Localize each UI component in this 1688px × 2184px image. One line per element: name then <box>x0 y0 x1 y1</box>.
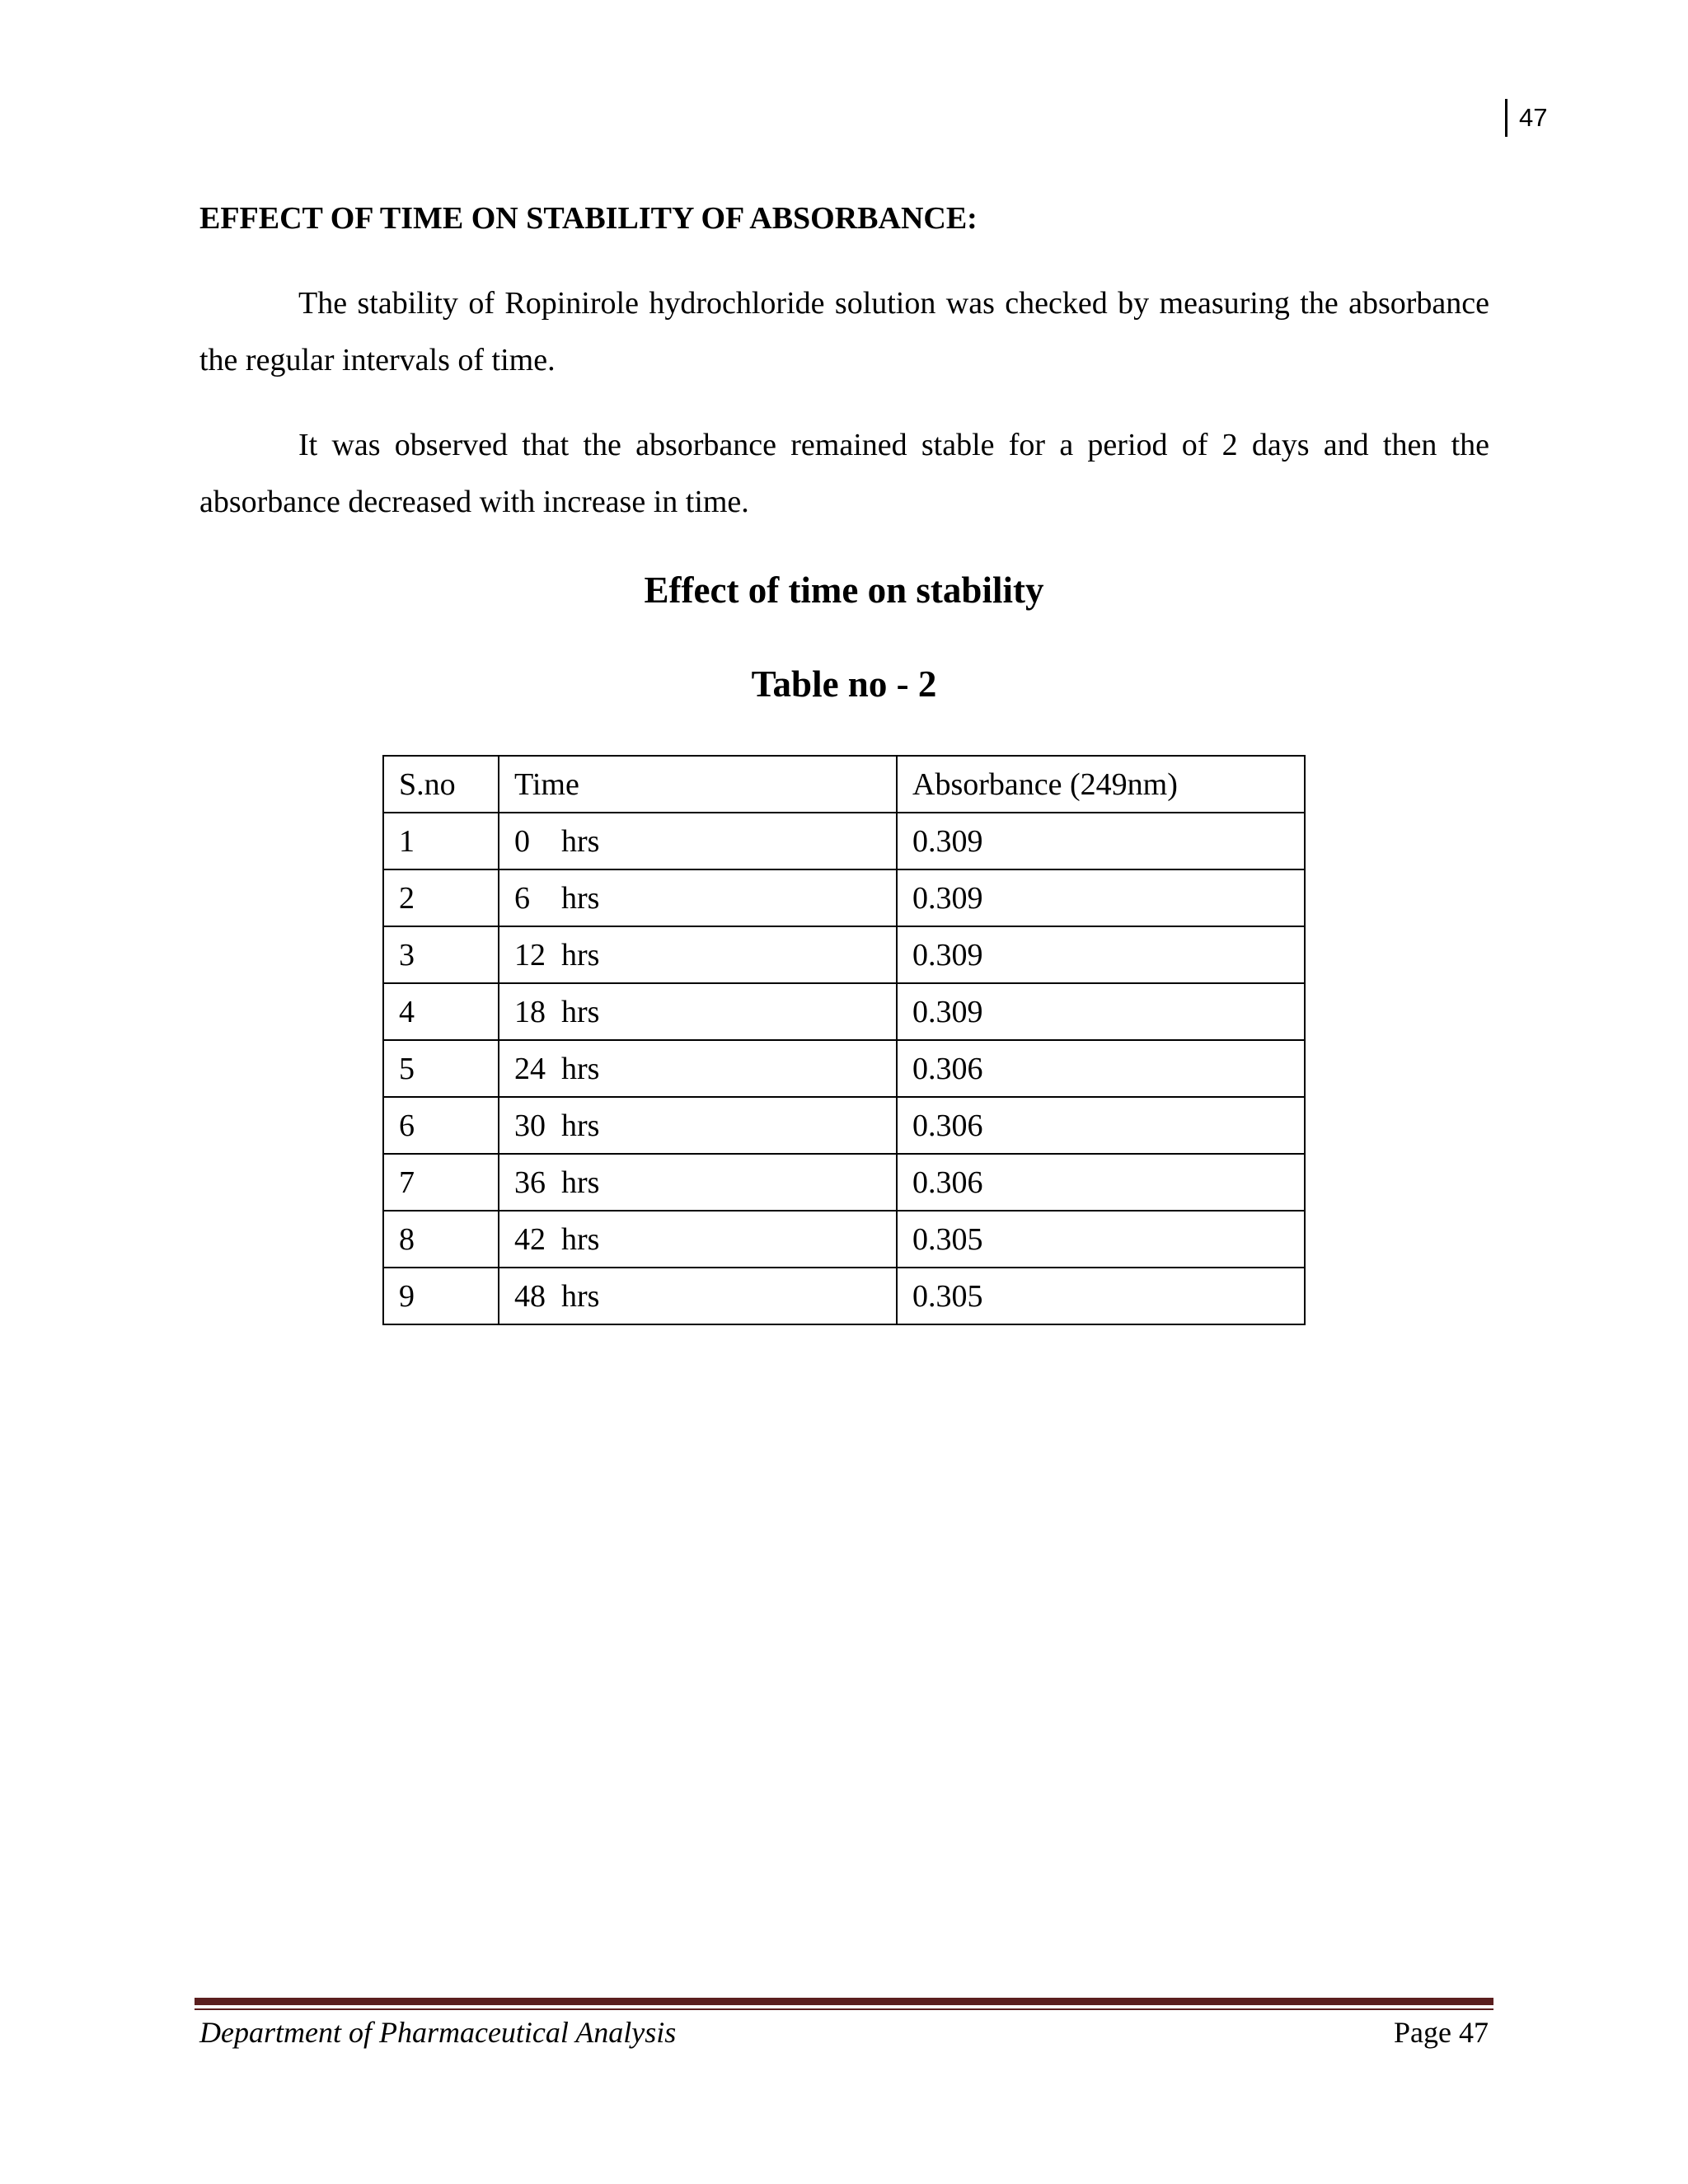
cell-time: 30 hrs <box>499 1097 897 1154</box>
cell-time: 0 hrs <box>499 813 897 869</box>
table-row <box>383 1211 1305 1268</box>
section-heading: EFFECT OF TIME ON STABILITY OF ABSORBANCE: <box>199 201 978 236</box>
cell-absorbance: 0.309 <box>897 983 1305 1040</box>
footer-divider-thin <box>195 2008 1493 2010</box>
cell-time: 36 hrs <box>499 1154 897 1211</box>
table-header-row <box>383 756 1305 813</box>
table-label: Table no - 2 <box>751 663 937 705</box>
cell-sno: 3 <box>383 926 499 983</box>
page-number-header: 47 <box>1505 99 1547 137</box>
table-row <box>383 1040 1305 1097</box>
cell-absorbance: 0.306 <box>897 1097 1305 1154</box>
cell-absorbance: 0.306 <box>897 1040 1305 1097</box>
cell-sno: 4 <box>383 983 499 1040</box>
table-row <box>383 1268 1305 1324</box>
cell-sno: 5 <box>383 1040 499 1097</box>
footer-department: Department of Pharmaceutical Analysis <box>199 2016 677 2049</box>
table-row <box>383 813 1305 869</box>
cell-absorbance: 0.305 <box>897 1268 1305 1324</box>
footer-divider-thick <box>195 1998 1493 2005</box>
column-header-sno: S.no <box>383 756 499 813</box>
cell-sno: 9 <box>383 1268 499 1324</box>
table-row <box>383 1097 1305 1154</box>
footer-page-label: Page 47 <box>1394 2016 1489 2049</box>
cell-absorbance: 0.306 <box>897 1154 1305 1211</box>
cell-time: 12 hrs <box>499 926 897 983</box>
cell-sno: 1 <box>383 813 499 869</box>
stability-table <box>382 755 1306 1325</box>
paragraph-stability-method: The stability of Ropinirole hydrochloride solution was checked by measuring the absorbance the regular intervals of time. <box>199 286 1489 377</box>
table-row <box>383 869 1305 926</box>
cell-absorbance: 0.309 <box>897 869 1305 926</box>
table-row <box>383 926 1305 983</box>
column-header-time: Time <box>499 756 897 813</box>
table-row <box>383 1154 1305 1211</box>
cell-time: 24 hrs <box>499 1040 897 1097</box>
table-title: Effect of time on stability <box>644 569 1044 611</box>
cell-time: 18 hrs <box>499 983 897 1040</box>
column-header-absorbance: Absorbance (249nm) <box>897 756 1305 813</box>
cell-absorbance: 0.309 <box>897 926 1305 983</box>
cell-sno: 8 <box>383 1211 499 1268</box>
cell-sno: 6 <box>383 1097 499 1154</box>
cell-sno: 2 <box>383 869 499 926</box>
cell-absorbance: 0.305 <box>897 1211 1305 1268</box>
table-row <box>383 983 1305 1040</box>
cell-absorbance: 0.309 <box>897 813 1305 869</box>
cell-sno: 7 <box>383 1154 499 1211</box>
cell-time: 6 hrs <box>499 869 897 926</box>
paragraph-stability-observation: It was observed that the absorbance remained stable for a period of 2 days and then the absorbance decreased with increase in time. <box>199 428 1489 519</box>
cell-time: 48 hrs <box>499 1268 897 1324</box>
cell-time: 42 hrs <box>499 1211 897 1268</box>
